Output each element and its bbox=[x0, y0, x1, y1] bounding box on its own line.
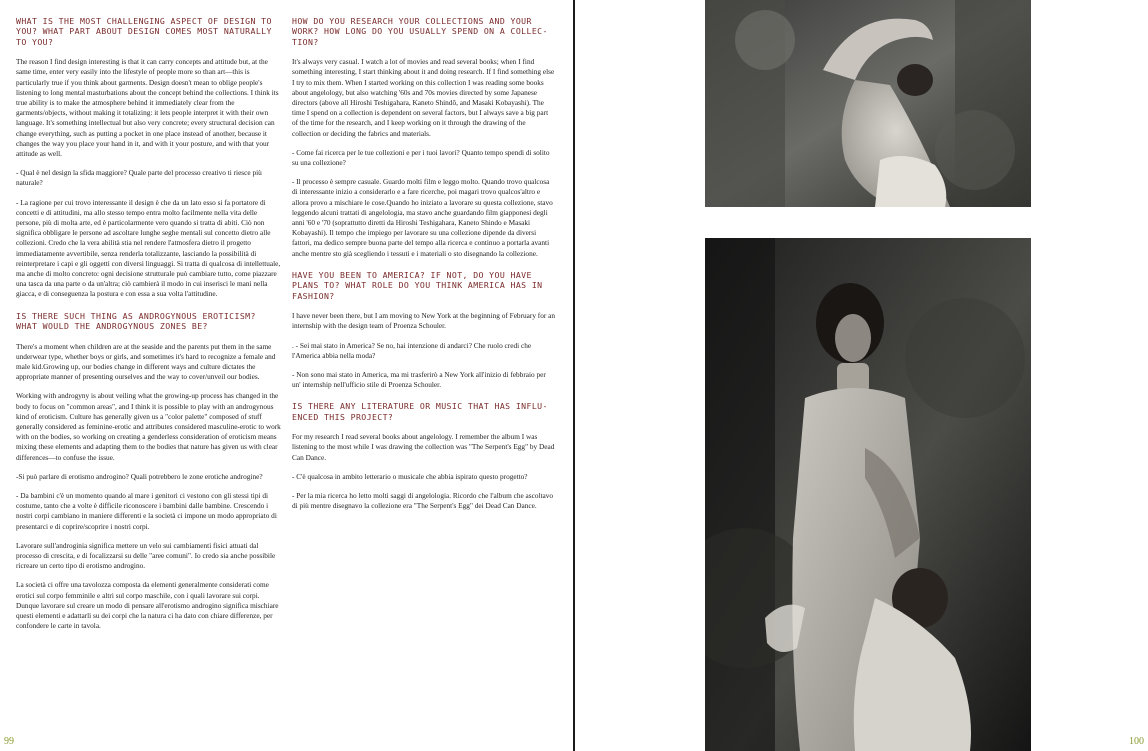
photo-reclining-figure bbox=[705, 0, 1031, 207]
paragraph: - La ragione per cui trovo interessante il design è che da un lato esso si fa portatore di concetti e di attitudini, ma allo stesso tempo entra molto facilmente nella vita delle persone, più di molta arte, ed è particolarmente vero quando si tratta di abiti. Ciò non significa obbligare le persone ad ascoltare lunghe seghe mentali sul concetto dietro alle collezioni. Credo che la vera abilità stia nel rendere l'atmosfera dietro il progetto immediatamente avvertibile, senza renderla totalizzante, lasciando la possibilità di reinterpretare i capi e gli oggetti con diversi linguaggi. Si tratta di qualcosa di intellettuale, ma anche di molto concreto: ogni decisione strutturale può cambiare tutto, come piazzare una tasca da una parte o da un'altra; ciò cambierà il modo in cui inserisci le mani nella giacca, e di conseguenza la postura e con essa a sua volta l'attitudine. bbox=[16, 197, 281, 299]
paragraph: - Il processo è sempre casuale. Guardo molti film e leggo molto. Quando trovo qualcosa di interessante inizio a considerarlo e a fare ricerche, poi magari trovo qualcos'altro e allora provo a mischiare le cose.Quando ho iniziato a lavorare su questa collezione, stavo leggendo alcuni trattati di angelologia, ma stavo anche guardando film giapponesi degli anni '60 e '70 (soprattutto diretti da Hiroshi Teshigahara, Kaneto Shindo e Masaki Kobayashi). Il tempo che impiego per lavorare su una collezione dipende da diversi fattori, ma dedico sempre buona parte del tempo alla ricerca e continuo a portarla avanti anche mentre sto già scegliendo i tessuti e i materiali o sto disegnando la collezione. bbox=[292, 177, 553, 258]
paragraph: There's a moment when children are at the seaside and the parents put them in the same underwear type, whether boys or girls, and sometimes it's hard to recognize a female and male kid.Growing up, our bodies change in different ways and culture dictates the appropriate manner of presenting ourselves and the way to cover/unveil our bodies. bbox=[16, 341, 276, 382]
right-page bbox=[575, 0, 1148, 751]
left-page bbox=[0, 0, 573, 751]
text-column-1 bbox=[16, 16, 282, 640]
interview-question: HAVE YOU BEEN TO AMERICA? IF NOT, DO YOU HAVE PLANS TO? WHAT ROLE DO YOU THINK AMERICA HAS IN FASHION? bbox=[292, 269, 543, 301]
paragraph: - Per la mia ricerca ho letto molti saggi di angelologia. Ricordo che l'album che ascoltavo di più mentre disegnavo la collezione era "The Serpent's Egg" dei Dead Can Dance. bbox=[292, 490, 554, 511]
page-number-right: 100 bbox=[1129, 736, 1144, 747]
interview-question: WHAT IS THE MOST CHALLENGING ASPECT OF DESIGN TO YOU? WHAT PART ABOUT DESIGN COMES MOST NATURALLY TO YOU? bbox=[16, 16, 272, 47]
paragraph: - Qual è nel design la sfida maggiore? Quale parte del processo creativo ti riesce più naturale? bbox=[16, 168, 262, 188]
interview-question: IS THERE ANY LITERATURE OR MUSIC THAT HAS INFLU-ENCED THIS PROJECT? bbox=[292, 401, 548, 422]
paragraph: . - Sei mai stato in America? Se no, hai intenzione di andarci? Che ruolo credi che l'America abbia nella moda? bbox=[292, 340, 532, 360]
paragraph: - Come fai ricerca per le tue collezioni e per i tuoi lavori? Quanto tempo spendi di solito su una collezione? bbox=[292, 147, 550, 168]
paragraph: - Da bambini c'è un momento quando al mare i genitori ci vestono con gli stessi tipi di costume, tanto che a volte è difficile riconoscere i bambini dalle bambine. Crescendo i nostri corpi cambiano in maniere differenti e la società ci impone un modo appropriato di presentarci e di coprire/scoprire i nostri corpi. bbox=[16, 490, 277, 531]
page-number-left: 99 bbox=[4, 736, 14, 747]
paragraph: I have never been there, but I am moving to New York at the beginning of February for an internship with the design team of Proenza Schouler. bbox=[292, 311, 556, 331]
photo-reclining-figure-image bbox=[705, 0, 1031, 207]
paragraph: -Si può parlare di erotismo androgino? Quali potrebbero le zone erotiche androgine? bbox=[16, 471, 263, 481]
paragraph: The reason I find design interesting is that it can carry concepts and attitude but, at the same time, enter very easily into the lifestyle of people more so than art—this is particularly true if you think about garments. Design doesn't mean to oblige people's listening to long mental masturbations about the concept behind the collections. I think its true ability is to make the atmosphere behind it immediately clear from the garments/objects, without making it totalizing: it lets people interpret it with their own language. It's something intellectual but also very concrete; every structural decision can change everything, such as putting a pocket in one place instead of another, because it changes the way you place your hand in it, and with it your posture, and with that your attitude as well. bbox=[16, 57, 279, 159]
paragraph: It's always very casual. I watch a lot of movies and read several books; when I find something interesting, I start thinking about it and doing research. If I find something else I try to mix them. When I started working on this collection I was reading some books about angelology, but also watching '60s and 70s movies directed by some Japanese directors (above all Hiroshi Teshigahara, Kaneto Shindō, and Masaki Kobayashi). The time I spend on a collection is dependent on several factors, but I always save a big part of the time for the research, and I keep working on it through the drawing of the collection or deciding the fabrics and materials. bbox=[292, 57, 555, 138]
paragraph: Lavorare sull'androginia significa mettere un velo sui cambiamenti fisici attuati dal processo di crescita, e di focalizzarsi su delle "aree comuni". Io credo sia anche possibile ricreare un certo tipo di erotismo androgino. bbox=[16, 540, 276, 571]
paragraph: - C'è qualcosa in ambito letterario o musicale che abbia ispirato questo progetto? bbox=[292, 471, 528, 481]
paragraph: For my research I read several books about angelology. I remember the album I was listening to the most while I was drawing the collection was "The Serpent's Egg" by Dead Can Dance. bbox=[292, 432, 555, 462]
paragraph: Working with androgyny is about veiling what the growing-up process has changed in the body to focus on "common areas", and I think it is possible to play with an androgynous kind of eroticism. Culture has generally given us a "color palette" composed of stuff generally considered as feminine-erotic and attributes considered masculine-erotic to work with on the bodies, so working on creating a genderless consideration of eroticism means mixing these elements and adapting them to the bodies that nature has given us with clear differences—to confuse the issue. bbox=[16, 391, 281, 462]
interview-question: IS THERE SUCH THING AS ANDROGYNOUS EROTICISM? WHAT WOULD THE ANDROGYNOUS ZONES BE? bbox=[16, 310, 256, 332]
photo-two-figures bbox=[705, 238, 1031, 751]
interview-question: HOW DO YOU RESEARCH YOUR COLLECTIONS AND YOUR WORK? HOW LONG DO YOU USUALLY SPEND ON A COLLEC-TION? bbox=[292, 16, 548, 47]
paragraph: - Non sono mai stato in America, ma mi trasferirò a New York all'inizio di febbraio per un' internship nell'ufficio stile di Proenza Schouler. bbox=[292, 369, 546, 390]
photo-two-figures-image bbox=[705, 238, 1031, 751]
text-column-2 bbox=[292, 16, 556, 520]
paragraph: La società ci offre una tavolozza composta da elementi generalmente considerati come erotici sul corpo femminile e altri sul corpo maschile, con i quali lavorare sui corpi. Dunque lavorare sul creare un modo di pensare all'erotismo androgino significa mischiare questi elementi e adattarli su dei corpi che la natura ci ha dato con chiare differenze, per confondere le carte in tavola. bbox=[16, 580, 279, 631]
